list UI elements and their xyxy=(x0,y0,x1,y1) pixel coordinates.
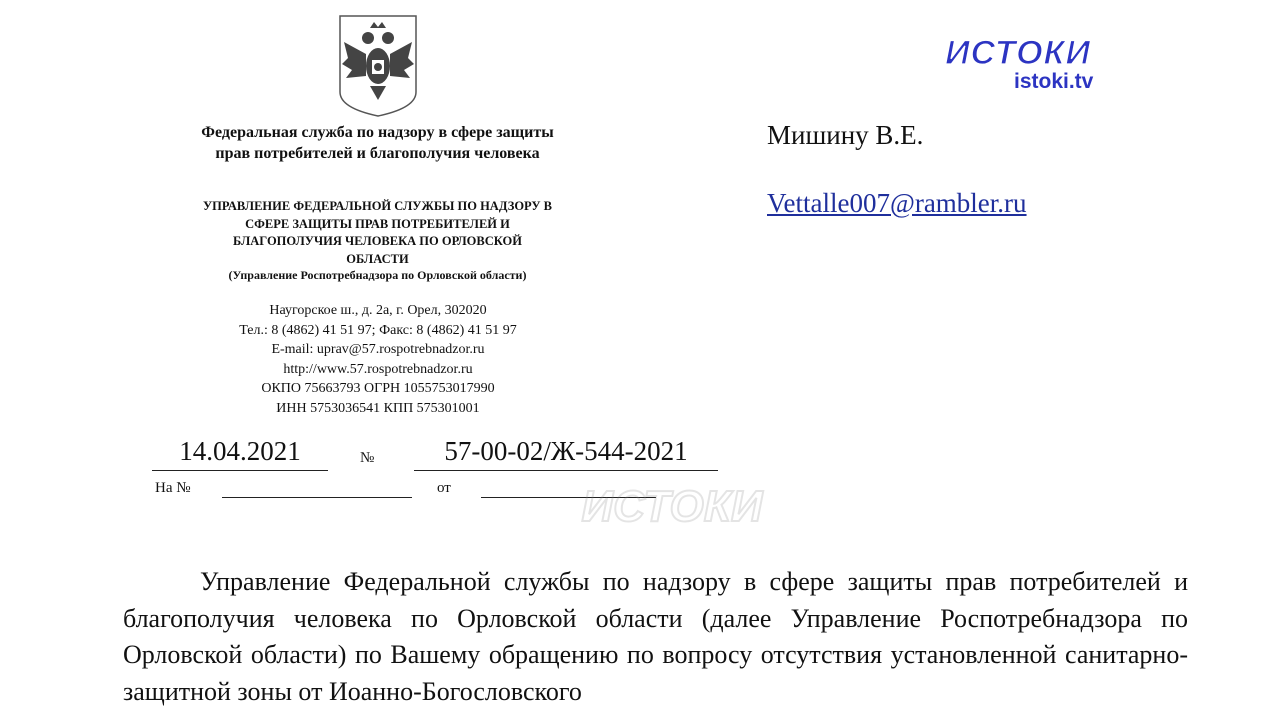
reference-number-blank xyxy=(222,497,412,498)
body-paragraph: Управление Федеральной службы по надзору в сфере защиты прав потребителей и благополучия человека по Орловской области (далее Управление Роспотребнадзора по Орловской области) по Вашему обращению по вопросу отсутствия установленной санитарно- защитной зоны от Иоанно-Богословского xyxy=(123,567,1188,706)
department-line: СФЕРЕ ЗАЩИТЫ ПРАВ ПОТРЕБИТЕЛЕЙ И xyxy=(245,216,510,231)
reference-number-label: На № xyxy=(155,480,191,496)
agency-name xyxy=(120,122,635,164)
department-name xyxy=(120,198,635,268)
website: http://www.57.rospotrebnadzor.ru xyxy=(283,361,473,377)
department-line: УПРАВЛЕНИЕ ФЕДЕРАЛЬНОЙ СЛУЖБЫ ПО НАДЗОРУ В xyxy=(202,199,553,213)
coat-of-arms-emblem xyxy=(334,14,422,118)
recipient-name: Мишину В.Е. xyxy=(767,120,924,150)
number-symbol: № xyxy=(360,450,375,466)
channel-site: istoki.tv xyxy=(1014,70,1094,93)
department-line: БЛАГОПОЛУЧИЯ ЧЕЛОВЕКА ПО ОРЛОВСКОЙ xyxy=(233,234,522,248)
channel-logo xyxy=(918,33,1118,69)
document-date: 14.04.2021 xyxy=(152,436,328,471)
agency-line: прав потребителей и благополучия человека xyxy=(215,145,540,162)
channel-logo-text: ИСТОКИ xyxy=(945,34,1091,69)
letter-body xyxy=(123,564,1188,710)
address: Наугорское ш., д. 2а, г. Орел, 302020 xyxy=(269,303,487,318)
contact-email: E-mail: uprav@57.rospotrebnadzor.ru xyxy=(271,342,485,358)
okpo-ogrn: ОКПО 75663793 ОГРН 1055753017990 xyxy=(261,381,495,397)
center-watermark-text: ИСТОКИ xyxy=(581,483,763,527)
department-line: ОБЛАСТИ xyxy=(346,251,409,266)
reference-date-label: от xyxy=(437,480,451,496)
phone-fax: Тел.: 8 (4862) 41 51 97; Факс: 8 (4862) 41 51 97 xyxy=(239,322,517,338)
department-short-name: (Управление Роспотребнадзора по Орловской области) xyxy=(228,268,527,282)
center-watermark-logo xyxy=(528,483,816,527)
contact-details xyxy=(178,301,578,419)
inn-kpp: ИНН 5753036541 КПП 575301001 xyxy=(276,400,480,416)
agency-line: Федеральная служба по надзору в сфере защиты xyxy=(201,124,554,141)
registration-number: 57-00-02/Ж-544-2021 xyxy=(414,436,718,471)
recipient-email-link[interactable]: Vettalle007@rambler.ru xyxy=(767,188,1027,218)
